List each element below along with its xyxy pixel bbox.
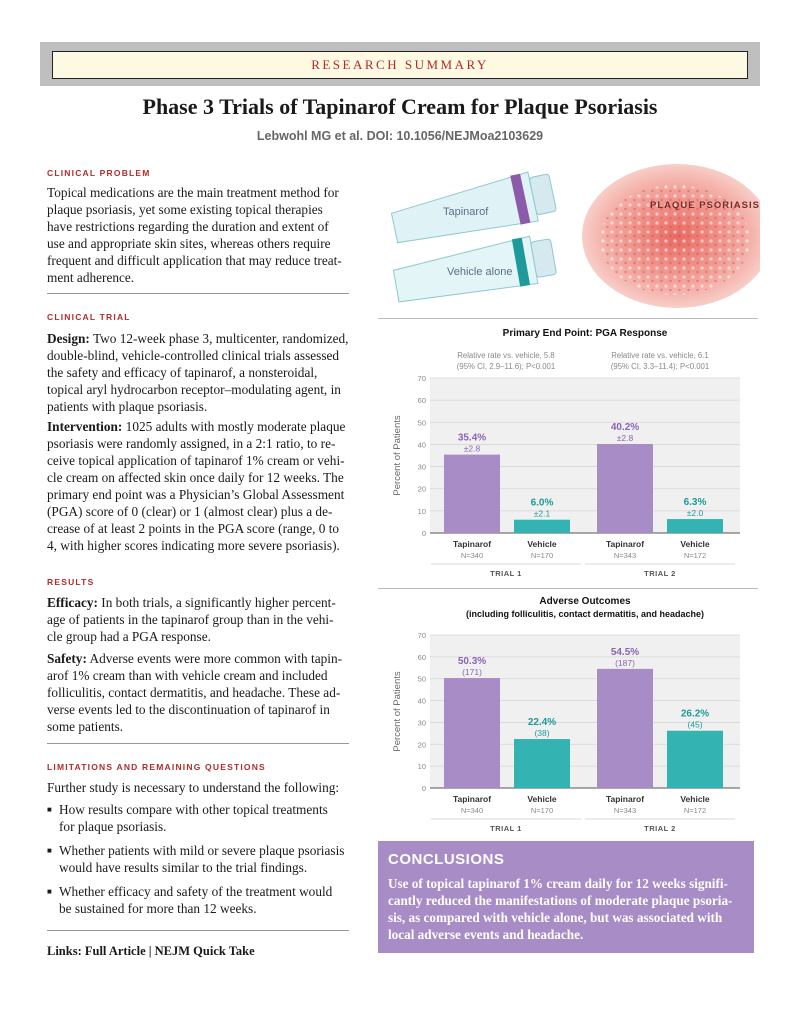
text-line: the safety and efficacy of tapinarof, a nonsteroidal, [47,365,318,380]
y-tick-label: 0 [421,529,426,538]
bar-vehicle [514,739,570,788]
text-line: (PGA) score of 0 (clear) or 1 (almost clear) plus a de- [47,504,333,519]
safety-label: Safety: [47,651,87,666]
x-category-label: Tapinarof [452,539,492,549]
list-item [47,801,357,835]
relative-rate-note: Relative rate vs. vehicle, 6.1 [611,351,709,360]
text-line [47,330,352,347]
safety-text [47,650,352,735]
y-axis-label: Percent of Patients [392,671,403,752]
trial-group-label: TRIAL 2 [644,569,676,578]
text-line: folliculitis, contact dermatitis, and headache. These ad- [47,685,341,700]
text-line: topical aryl hydrocarbon receptor–modulating agent, in [47,382,341,397]
text-line: frequent and difficult application that may reduce treat- [47,253,342,268]
data-label: 40.2% [610,421,640,433]
x-n-label: N=340 [460,551,484,560]
y-tick-label: 10 [417,506,426,516]
clinical-trial-heading: CLINICAL TRIAL [47,312,131,322]
vehicle-tube-label: Vehicle alone [447,266,513,278]
data-label: 35.4% [457,432,487,444]
limitations-intro: Further study is necessary to understand the following: [47,780,340,795]
y-axis-label: Percent of Patients [392,415,403,496]
intervention-label: Intervention: [47,419,123,434]
bar-tapinarof [444,455,500,533]
data-sublabel: (171) [462,667,482,678]
text-line: have restrictions regarding the duration and extent of [47,219,329,234]
text-line: ■ Whether efficacy and safety of the treatment would [59,884,333,899]
text-line: cle group had a PGA response. [47,629,211,644]
text-line: age of patients in the tapinarof group than in the vehi- [47,612,334,627]
adverse-outcomes-chart [378,590,758,835]
text-line: arof 1% cream than with vehicle cream and included [47,668,328,683]
text-line: Topical medications are the main treatment method for [47,185,339,200]
text-line: crease of at least 2 points in the PGA score (range, 0 to [47,521,340,536]
text-line: ■ How results compare with other topical treatments [59,802,328,817]
x-category-label: Tapinarof [605,539,645,549]
text-line: psoriasis were randomly assigned, in a 2:1 ratio, to re- [47,436,336,451]
x-category-label: Vehicle [680,539,710,549]
y-tick-label: 30 [417,718,426,728]
divider [47,743,349,744]
x-category-label: Tapinarof [605,794,645,804]
text-line [47,594,352,611]
confidence-interval-note: (95% CI, 3.3–11.4); P<0.001 [610,362,710,371]
design-text [47,330,352,415]
text-line: patients with plaque psoriasis. [47,399,208,414]
y-tick-label: 70 [417,374,426,383]
chart-title: Primary End Point: PGA Response [502,328,668,339]
bar-vehicle [667,731,723,788]
links-separator: | [148,944,152,958]
x-n-label: N=172 [683,551,707,560]
illustration [385,158,760,308]
data-sublabel: (187) [615,657,635,668]
x-n-label: N=340 [460,806,484,815]
trial-group-label: TRIAL 2 [644,824,676,833]
text-line: primary end point was a Physician’s Global Assessment [47,487,345,502]
text-line: ■ Whether patients with mild or severe plaque psoriasis [59,843,345,858]
bar-tapinarof [597,669,653,788]
design-label: Design: [47,331,90,346]
links-label: Links: [47,944,82,958]
pga-response-chart [378,320,758,585]
y-tick-label: 50 [417,418,426,428]
limitations-heading: LIMITATIONS AND REMAINING QUESTIONS [47,762,266,772]
chart-subtitle: (including folliculitis, contact dermatitis, and headache) [465,609,705,619]
text-line: Use of topical tapinarof 1% cream daily for 12 weeks signifi- [388,876,728,891]
text-line: some patients. [47,719,124,734]
y-tick-label: 40 [417,696,426,706]
conclusions-text [388,875,744,943]
data-sublabel: ±2.8 [616,432,634,443]
divider [378,318,758,319]
text-line: cle cream on affected skin once daily for 12 weeks. The [47,470,344,485]
confidence-interval-note: (95% CI, 2.9–11.6); P<0.001 [456,362,556,371]
data-sublabel: ±2.1 [533,508,551,519]
links-bar [47,944,255,959]
x-category-label: Vehicle [527,794,557,804]
y-tick-label: 20 [417,740,426,750]
x-n-label: N=170 [530,806,554,815]
x-category-label: Vehicle [527,539,557,549]
y-tick-label: 60 [417,396,426,406]
banner-label: RESEARCH SUMMARY [52,51,748,79]
plaque-psoriasis-label: PLAQUE PSORIASIS [650,200,760,211]
y-tick-label: 60 [417,652,426,662]
clinical-problem-text [47,184,352,286]
y-tick-label: 50 [417,674,426,684]
text-span: In both trials, a significantly higher percent- [97,595,336,610]
relative-rate-note: Relative rate vs. vehicle, 5.8 [457,351,555,360]
data-sublabel: ±2.8 [463,443,481,454]
text-line [47,418,352,435]
page-title: Phase 3 Trials of Tapinarof Cream for Plaque Psoriasis [142,94,658,119]
intervention-text [47,418,352,554]
text-line: double-blind, vehicle-controlled clinical trials assessed [47,348,340,363]
data-label: 6.3% [683,497,707,509]
efficacy-text [47,594,352,645]
bar-tapinarof [597,444,653,533]
text-line: for plaque psoriasis. [59,819,167,834]
bar-tapinarof [444,678,500,788]
x-n-label: N=170 [530,551,554,560]
divider [47,293,349,294]
data-label: 6.0% [530,497,554,509]
y-tick-label: 30 [417,462,426,472]
full-article-link[interactable]: Full Article [84,944,146,958]
text-span: Adverse events were more common with tapin- [86,651,343,666]
text-line: sis, as compared with vehicle alone, but was associated with [388,910,723,925]
divider [47,930,349,931]
data-label: 50.3% [457,656,487,668]
text-line: use and appropriate skin sites, whereas others require [47,236,331,251]
limitations-list [47,801,357,924]
y-tick-label: 20 [417,484,426,494]
y-tick-label: 70 [417,631,426,640]
data-label: 22.4% [527,717,557,729]
text-line: be sustained for more than 12 weeks. [59,901,257,916]
x-n-label: N=343 [613,551,637,560]
clinical-problem-heading: CLINICAL PROBLEM [47,168,151,178]
bar-vehicle [514,520,570,533]
text-line: cantly reduced the manifestations of moderate plaque psoria- [388,893,733,908]
efficacy-label: Efficacy: [47,595,98,610]
chart-title: Adverse Outcomes [539,596,631,607]
y-tick-label: 40 [417,440,426,450]
trial-group-label: TRIAL 1 [490,569,522,578]
text-span: 1025 adults with mostly moderate plaque [122,419,346,434]
text-line: ceive topical application of tapinarof 1% cream or vehi- [47,453,345,468]
text-span: Two 12-week phase 3, multicenter, randomized, [89,331,349,346]
data-sublabel: (45) [687,719,703,730]
bar-vehicle [667,519,723,533]
x-category-label: Tapinarof [452,794,492,804]
y-tick-label: 10 [417,762,426,772]
text-line: ment adherence. [47,270,135,285]
trial-group-label: TRIAL 1 [490,824,522,833]
authors-doi: Lebwohl MG et al. DOI: 10.1056/NEJMoa2103629 [256,129,544,143]
data-sublabel: ±2.0 [686,508,704,519]
y-tick-label: 0 [421,784,426,793]
x-category-label: Vehicle [680,794,710,804]
text-line: local adverse events and headache. [388,927,584,942]
divider [378,588,758,589]
conclusions-heading: CONCLUSIONS [388,851,505,868]
conclusions-box [378,841,754,953]
text-line: plaque psoriasis, yet some existing topical therapies [47,202,323,217]
data-label: 26.2% [680,708,710,720]
text-line: verse events led to the discontinuation of tapinarof in [47,702,330,717]
data-sublabel: (38) [534,728,550,739]
text-line: 4, with higher scores indicating more severe psoriasis). [47,538,340,553]
list-item [47,883,357,917]
text-line [47,650,352,667]
x-n-label: N=343 [613,806,637,815]
results-heading: RESULTS [47,577,95,587]
quick-take-link[interactable]: NEJM Quick Take [154,944,255,958]
text-line: would have results similar to the trial findings. [59,860,308,875]
list-item [47,842,357,876]
x-n-label: N=172 [683,806,707,815]
tapinarof-tube-label: Tapinarof [443,206,489,218]
data-label: 54.5% [610,646,640,658]
